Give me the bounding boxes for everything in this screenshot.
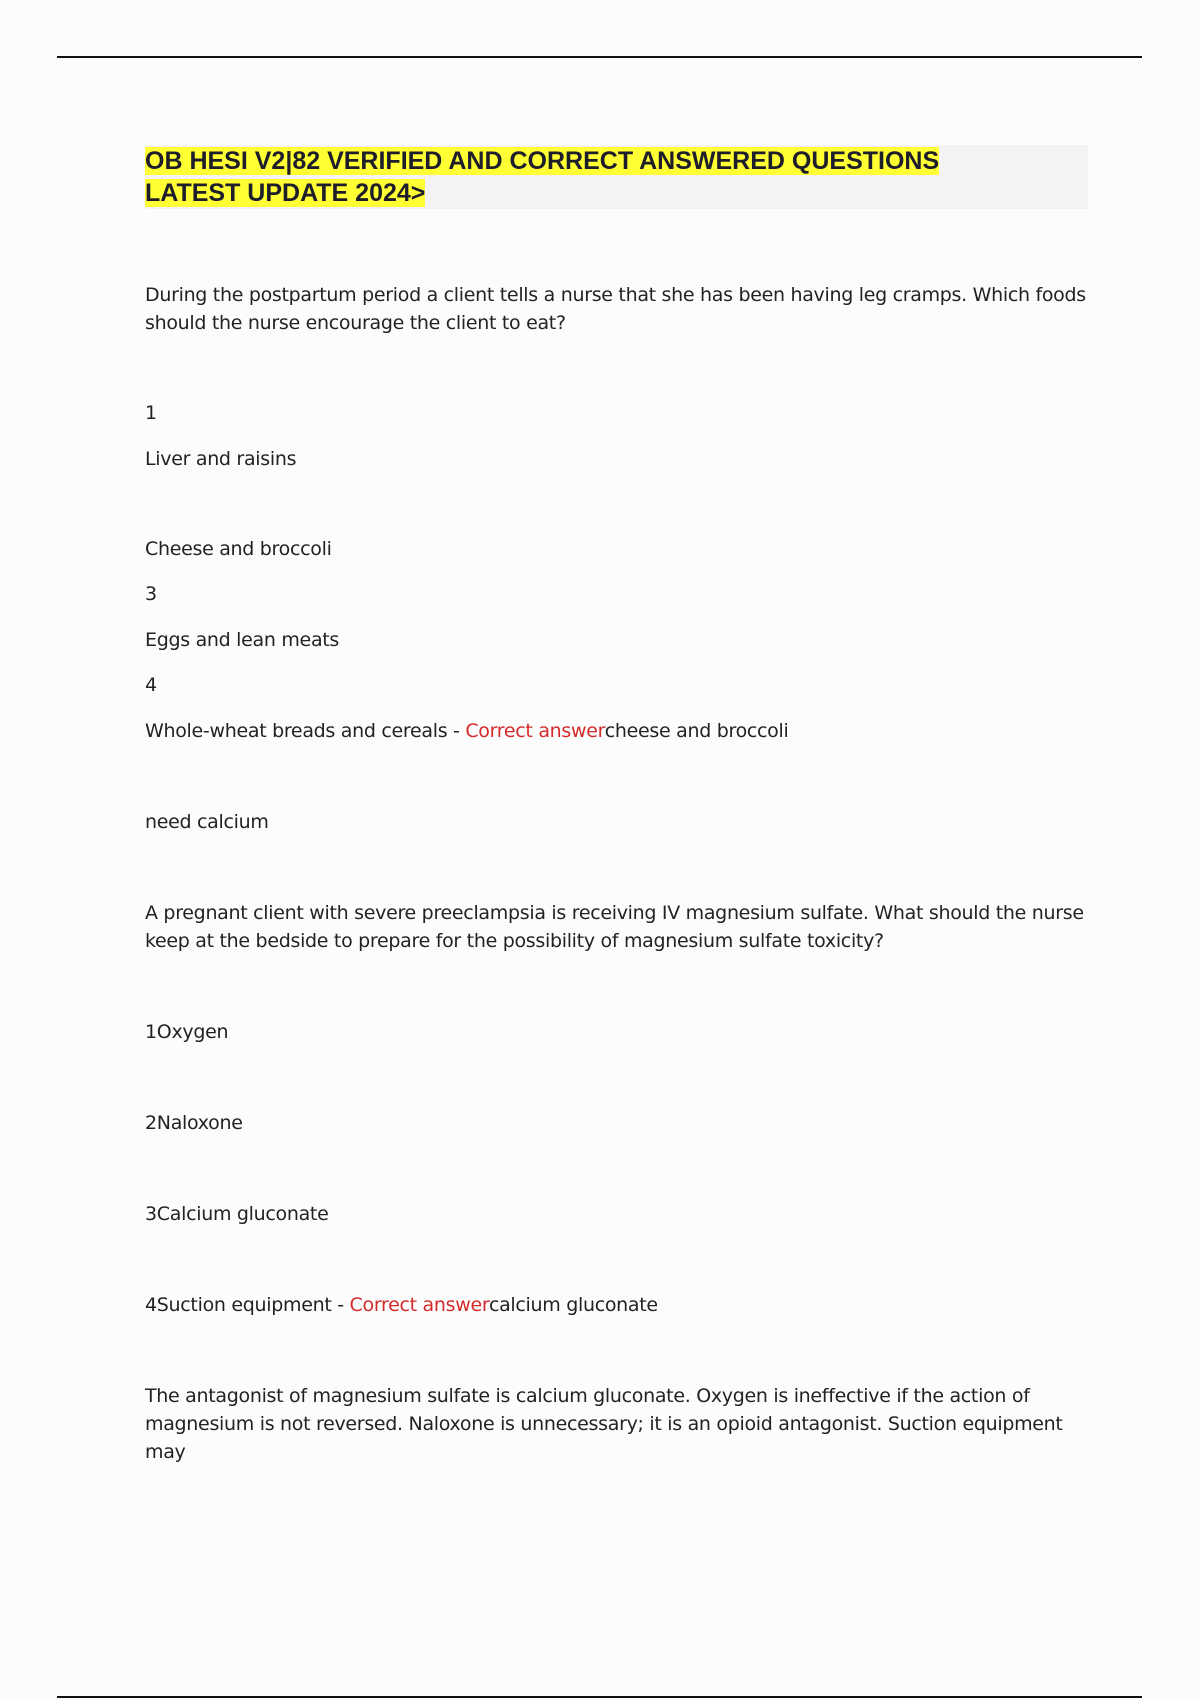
q1-option-4-with-answer: [145, 717, 1090, 745]
q1-answer-label: Correct answer: [465, 720, 605, 742]
question-1-text: During the postpartum period a client tells a nurse that she has been having leg cramps. Which foods should the nurse encourage the client to eat?: [145, 284, 1086, 334]
q2-answer: calcium gluconate: [488, 1294, 658, 1316]
q2-option-4-with-answer: [145, 1291, 1090, 1319]
q1-option-1: Liver and raisins: [145, 448, 297, 470]
q1-option-number-1: 1: [145, 402, 157, 424]
q2-option-3: 3Calcium gluconate: [145, 1203, 329, 1225]
title-line-1: OB HESI V2|82 VERIFIED AND CORRECT ANSWERED QUESTIONS: [145, 147, 940, 175]
q1-option-number-3: 3: [145, 583, 157, 605]
q1-answer: cheese and broccoli: [604, 720, 789, 742]
q1-option-2: Cheese and broccoli: [145, 538, 332, 560]
q2-answer-label: Correct answer: [349, 1294, 489, 1316]
q2-option-1: 1Oxygen: [145, 1021, 229, 1043]
document-body: [145, 145, 1090, 1466]
title-line-2: LATEST UPDATE 2024>: [145, 179, 426, 207]
q2-rationale: The antagonist of magnesium sulfate is calcium gluconate. Oxygen is ineffective if the action of magnesium is not reversed. Naloxone is unnecessary; it is an opioid antagonist. Suction equipment may: [145, 1385, 1063, 1463]
document-title: [145, 145, 1025, 209]
footer-rule: [57, 1696, 1142, 1698]
q2-option-4: 4Suction equipment -: [145, 1294, 350, 1316]
q2-option-2: 2Naloxone: [145, 1112, 243, 1134]
q1-rationale: need calcium: [145, 811, 269, 833]
q1-option-number-4: 4: [145, 674, 157, 696]
q1-option-3: Eggs and lean meats: [145, 629, 340, 651]
document-title-block: [145, 145, 1088, 209]
header-rule: [57, 56, 1142, 58]
q1-option-4: Whole-wheat breads and cereals -: [145, 720, 466, 742]
question-2-text: A pregnant client with severe preeclampsia is receiving IV magnesium sulfate. What should the nurse keep at the bedside to prepare for the possibility of magnesium sulfate toxicity?: [145, 902, 1084, 952]
